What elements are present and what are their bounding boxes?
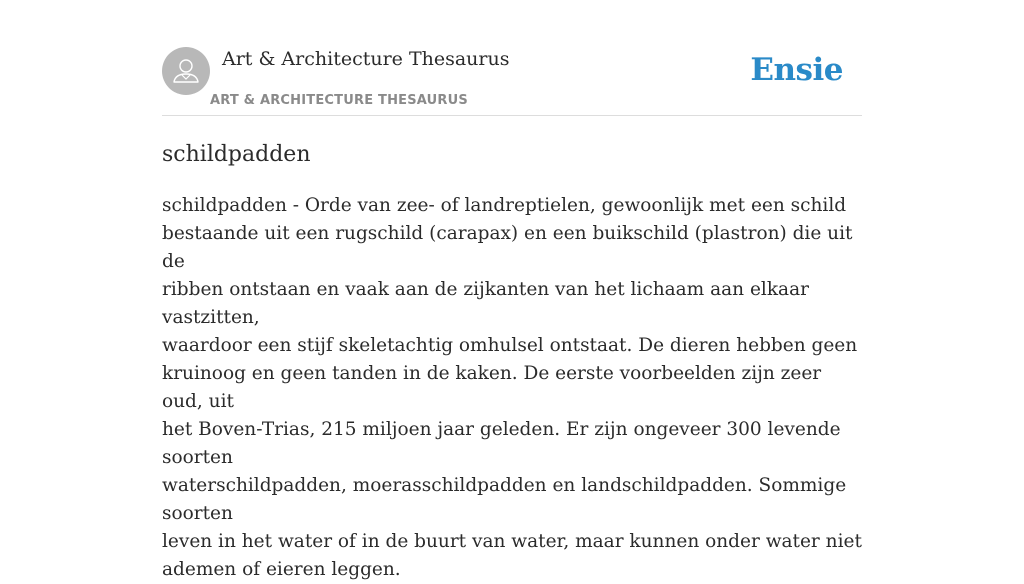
- source-subtitle: ART & ARCHITECTURE THESAURUS: [210, 93, 468, 108]
- term-title: schildpadden: [162, 142, 311, 167]
- avatar[interactable]: [162, 47, 210, 95]
- header-divider: [162, 115, 862, 116]
- source-name-link[interactable]: Art & Architecture Thesaurus: [222, 48, 510, 70]
- ensie-logo[interactable]: Ensie: [750, 52, 843, 88]
- definition-line: ribben ontstaan en vaak aan de zijkanten van het lichaam aan elkaar vastzitten,: [162, 279, 809, 328]
- definition-line: schildpadden - Orde van zee- of landreptielen, gewoonlijk met een schild: [162, 195, 847, 216]
- definition-line: kruinoog en geen tanden in de kaken. De eerste voorbeelden zijn zeer oud, uit: [162, 363, 822, 412]
- definition-line: het Boven-Trias, 215 miljoen jaar geleden. Er zijn ongeveer 300 levende soorten: [162, 419, 841, 468]
- definition-text: [162, 192, 862, 584]
- user-icon: [162, 47, 210, 95]
- definition-line: leven in het water of in de buurt van water, maar kunnen onder water niet: [162, 531, 862, 552]
- definition-line: waterschildpadden, moerasschildpadden en landschildpadden. Sommige soorten: [162, 475, 847, 524]
- definition-line: waardoor een stijf skeletachtig omhulsel ontstaat. De dieren hebben geen: [162, 335, 858, 356]
- definition-line: ademen of eieren leggen.: [162, 559, 401, 580]
- definition-line: bestaande uit een rugschild (carapax) en een buikschild (plastron) die uit de: [162, 223, 853, 272]
